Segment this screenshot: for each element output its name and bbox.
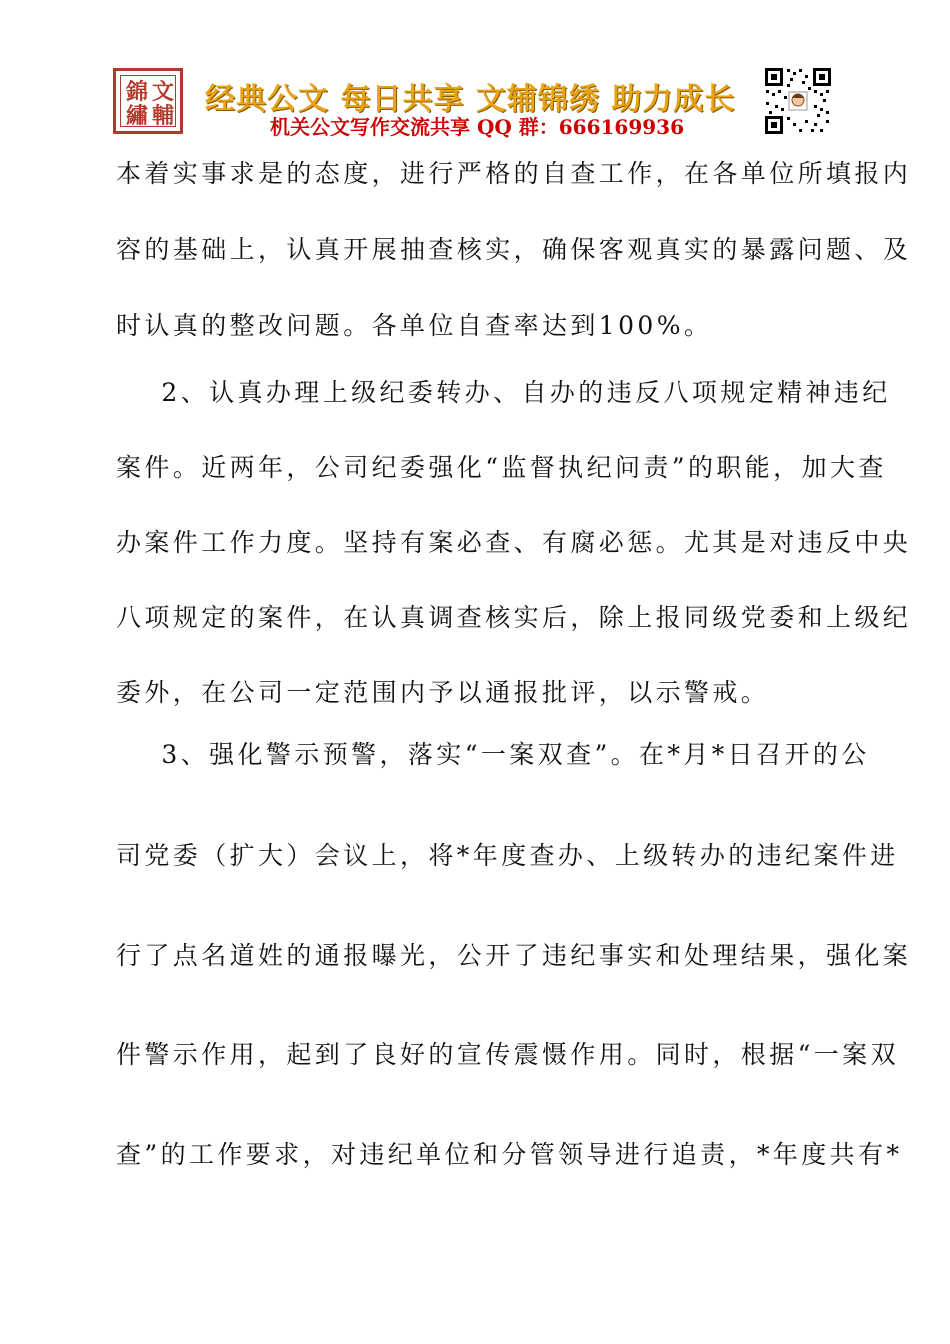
body-line: 2、认真办理上级纪委转办、自办的违反八项规定精神违纪 [116,378,891,407]
body-line: 司党委（扩大）会议上，将*年度查办、上级转办的违纪案件进 [116,841,899,870]
body-line: 办案件工作力度。坚持有案必查、有腐必惩。尤其是对违反中央 [116,528,912,557]
document-header [0,0,950,150]
body-line: 案件。近两年，公司纪委强化“监督执纪问责”的职能，加大查 [116,453,887,482]
body-line: 容的基础上，认真开展抽查核实，确保客观真实的暴露问题、及 [116,235,912,264]
banner-slogan: 经典公文 每日共享 文辅锦绣 助力成长 [205,82,736,117]
body-line: 件警示作用，起到了良好的宣传震慑作用。同时，根据“一案双 [116,1040,899,1069]
body-line: 时认真的整改问题。各单位自查率达到100%。 [116,311,713,340]
banner-qq-group: 机关公文写作交流共享 QQ 群：666169936 [270,115,685,139]
body-line: 委外，在公司一定范围内予以通报批评，以示警戒。 [116,678,770,707]
body-line: 八项规定的案件，在认真调查核实后，除上报同级党委和上级纪 [116,603,912,632]
body-line: 行了点名道姓的通报曝光，公开了违纪事实和处理结果，强化案 [116,941,912,970]
seal-glyph: 文 [152,79,175,105]
qr-code-icon [763,66,833,136]
seal-glyph: 輔 [152,103,175,129]
seal-logo [113,68,183,134]
body-line: 本着实事求是的态度，进行严格的自查工作，在各单位所填报内 [116,159,912,188]
body-line: 查”的工作要求，对违纪单位和分管领导进行追责，*年度共有* [116,1140,903,1169]
seal-glyph: 繡 [126,103,149,129]
body-line: 3、强化警示预警，落实“一案双查”。在*月*日召开的公 [116,740,870,769]
seal-glyph: 錦 [126,79,149,105]
